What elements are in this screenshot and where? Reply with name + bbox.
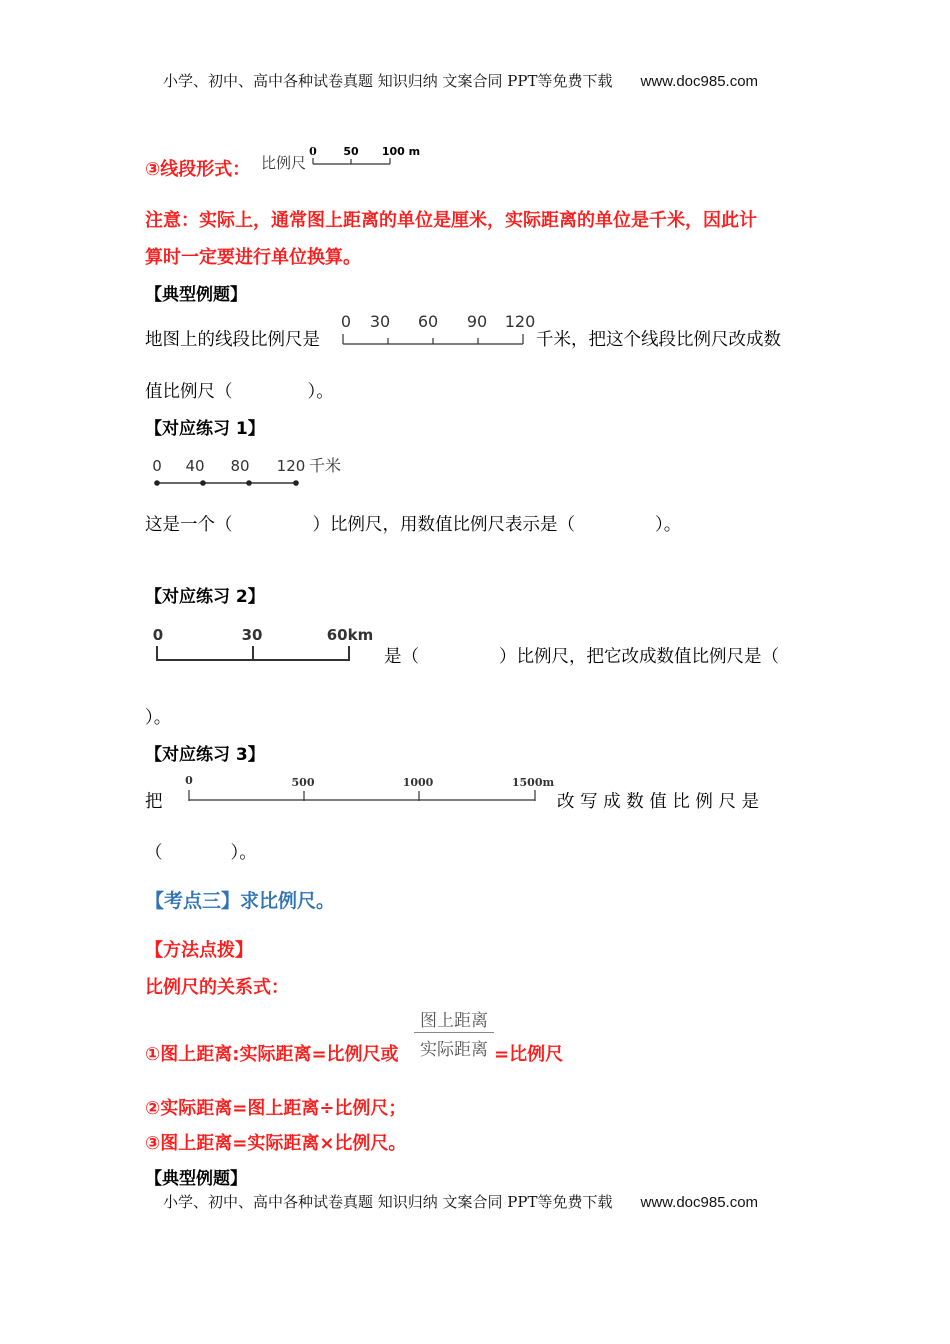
formula-1b: =比例尺 bbox=[494, 1044, 564, 1065]
practice3-heading: 【对应练习 3】 bbox=[145, 745, 265, 765]
practice3-line2 bbox=[145, 839, 257, 864]
practice1-heading: 【对应练习 1】 bbox=[145, 419, 265, 439]
page-header bbox=[163, 70, 758, 91]
p3-tick-500: 500 bbox=[291, 776, 315, 789]
formula-2: ②实际距离=图上距离÷比例尺； bbox=[145, 1098, 407, 1119]
p1-tick-40: 40 bbox=[185, 457, 205, 475]
ex1-tick-60: 60 bbox=[417, 312, 439, 331]
example1-line2-b: ）。 bbox=[307, 382, 334, 402]
practice3-line2-a: （ bbox=[145, 843, 163, 863]
p1-tick-120: 120 bbox=[276, 457, 306, 475]
fraction-bar bbox=[414, 1032, 494, 1033]
relation-heading: 比例尺的关系式： bbox=[145, 977, 289, 998]
segment-form-scale bbox=[308, 142, 428, 170]
fraction-numerator: 图上距离 bbox=[420, 1011, 488, 1031]
note-line-2: 算时一定要进行单位换算。 bbox=[145, 247, 361, 268]
p2-tick-30: 30 bbox=[241, 626, 263, 644]
p3-tick-1500: 1500m bbox=[511, 776, 555, 789]
footer-url[interactable]: www.doc985.com bbox=[640, 1194, 759, 1211]
practice1-scale bbox=[148, 455, 358, 489]
practice2-line2: ）。 bbox=[145, 708, 172, 728]
p1-tick-80: 80 bbox=[230, 457, 250, 475]
practice3-line2-b: ）。 bbox=[230, 843, 257, 863]
p2-tick-60: 60km bbox=[326, 626, 374, 644]
footer-text: 小学、初中、高中各种试卷真题 知识归纳 文案合同 PPT等免费下载 bbox=[163, 1193, 613, 1211]
segment-tick-100: 100 m bbox=[381, 145, 421, 158]
p1-dot-80 bbox=[246, 480, 252, 486]
practice1-text-b: ）比例尺，用数值比例尺表示是（ bbox=[312, 515, 575, 535]
ex1-tick-0: 0 bbox=[340, 312, 352, 331]
practice2-question bbox=[384, 643, 779, 668]
segment-form-label: ③线段形式： bbox=[145, 159, 251, 180]
ex1-tick-90: 90 bbox=[466, 312, 488, 331]
practice2-text-a: 是（ bbox=[384, 647, 419, 667]
example1-scale bbox=[338, 310, 538, 350]
p1-dot-0 bbox=[154, 480, 160, 486]
p3-tick-1000: 1000 bbox=[402, 776, 434, 789]
p1-dot-40 bbox=[200, 480, 206, 486]
p1-dot-120 bbox=[293, 480, 299, 486]
header-url[interactable]: www.doc985.com bbox=[640, 73, 759, 90]
practice3-text-after: 改 写 成 数 值 比 例 尺 是 bbox=[557, 792, 760, 812]
ex1-tick-30: 30 bbox=[369, 312, 391, 331]
example1-text-after: 千米，把这个线段比例尺改成数 bbox=[536, 330, 781, 350]
practice3-scale bbox=[182, 772, 557, 806]
method-heading: 【方法点拨】 bbox=[145, 940, 253, 961]
segment-scale-label: 比例尺 bbox=[261, 154, 307, 172]
segment-tick-0: 0 bbox=[309, 145, 317, 158]
p3-tick-0: 0 bbox=[185, 774, 193, 787]
p1-unit: 千米 bbox=[309, 456, 342, 475]
practice3-word-before: 把 bbox=[145, 792, 163, 812]
practice2-text-b: ）比例尺，把它改成数值比例尺是（ bbox=[499, 647, 779, 667]
practice1-text-c: ）。 bbox=[655, 515, 682, 535]
example1-heading: 【典型例题】 bbox=[145, 285, 247, 305]
example2-heading: 【典型例题】 bbox=[145, 1169, 247, 1189]
ex1-tick-120: 120 bbox=[504, 312, 536, 331]
section3-title: 【考点三】求比例尺。 bbox=[145, 890, 336, 912]
practice1-text-a: 这是一个（ bbox=[145, 515, 233, 535]
example1-line2 bbox=[145, 378, 334, 403]
fraction-denominator: 实际距离 bbox=[420, 1040, 488, 1060]
example1-line2-a: 值比例尺（ bbox=[145, 382, 233, 402]
practice2-heading: 【对应练习 2】 bbox=[145, 587, 265, 607]
formula-3: ③图上距离=实际距离×比例尺。 bbox=[145, 1133, 407, 1154]
note-line-1: 注意：实际上，通常图上距离的单位是厘米，实际距离的单位是千米，因此计 bbox=[145, 210, 757, 231]
p1-tick-0: 0 bbox=[152, 457, 162, 475]
p2-tick-0: 0 bbox=[152, 626, 164, 644]
example1-text-before: 地图上的线段比例尺是 bbox=[145, 330, 320, 350]
segment-tick-50: 50 bbox=[343, 145, 359, 158]
practice2-scale bbox=[150, 624, 390, 664]
page-footer bbox=[163, 1191, 758, 1212]
formula-1a: ①图上距离:实际距离=比例尺或 bbox=[145, 1044, 399, 1065]
practice1-question bbox=[145, 511, 681, 536]
header-text: 小学、初中、高中各种试卷真题 知识归纳 文案合同 PPT等免费下载 bbox=[163, 72, 613, 90]
